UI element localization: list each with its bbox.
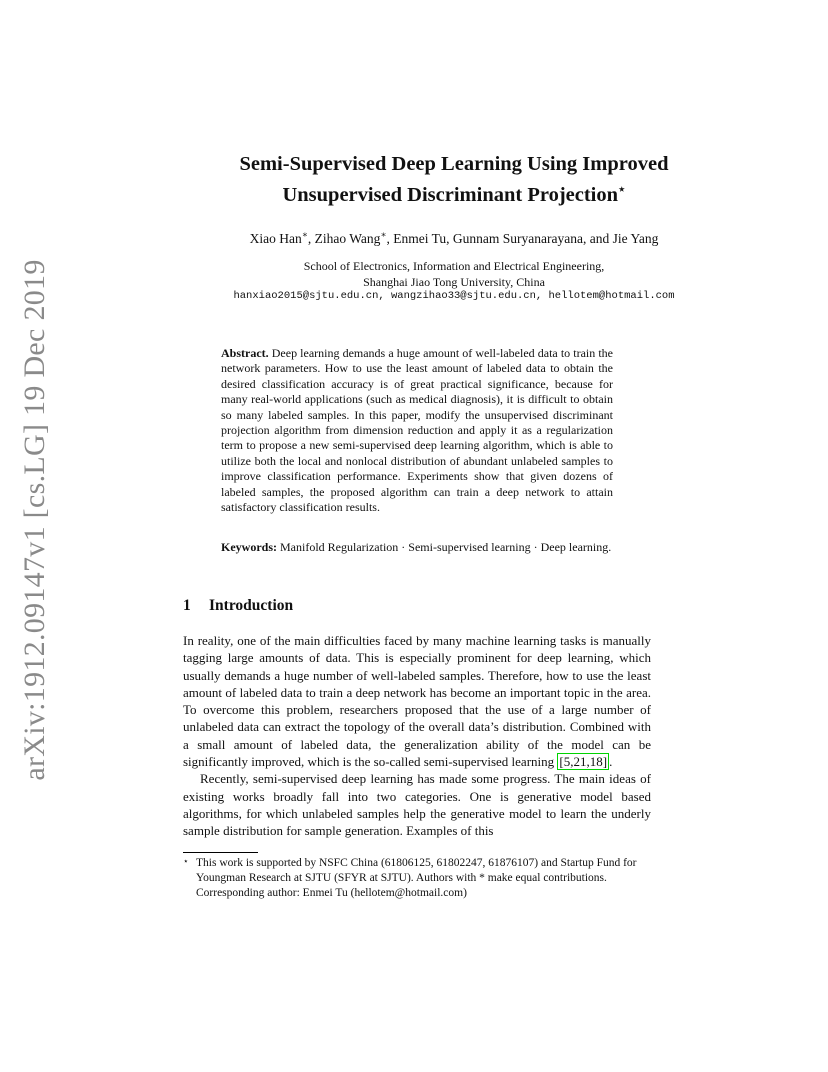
keywords-text: Manifold Regularization · Semi-supervised learning · Deep learning. bbox=[280, 540, 612, 554]
footnote bbox=[183, 856, 651, 900]
author: Enmei Tu, bbox=[393, 230, 453, 246]
footnote-text: This work is supported by NSFC China (61806125, 61802247, 61876107) and Startup Fund for Youngman Research at SJTU (SFYR at SJTU). Authors with * make equal contributions. Corresponding author: Enmei Tu (hellotem@hotmail.com) bbox=[196, 857, 637, 899]
keywords bbox=[221, 540, 613, 555]
paragraph-text: In reality, one of the main difficulties faced by many machine learning tasks is manually tagging large amounts of data. This is especially prominent for deep learning, which usually demands a huge number of well-labeled samples. Therefore, how to use the least amount of labeled data to train a deep network has become an important topic in the area. To overcome this problem, researchers proposed that the use of a large number of unlabeled data can extract the topology of the overall data’s distribution. Combined with a small amount of labeled data, the generalization ability of the model can be significantly improved, which is the so-called semi-supervised learning bbox=[183, 633, 651, 770]
paragraph bbox=[183, 632, 651, 770]
paragraph-end: . bbox=[609, 754, 613, 770]
footnote-mark: ⋆ bbox=[183, 856, 189, 866]
author-emails[interactable]: hanxiao2015@sjtu.edu.cn, wangzihao33@sjtu.edu.cn, hellotem@hotmail.com bbox=[233, 290, 675, 302]
section-heading bbox=[183, 597, 293, 615]
title-line-2-text: Unsupervised Discriminant Projection bbox=[282, 183, 619, 206]
arxiv-sidebar bbox=[13, 259, 57, 781]
abstract-label: Abstract. bbox=[221, 346, 269, 360]
body-text bbox=[183, 632, 651, 840]
author-list bbox=[140, 229, 768, 247]
abstract bbox=[221, 346, 613, 515]
section-number: 1 bbox=[183, 597, 191, 614]
section-title: Introduction bbox=[209, 597, 294, 614]
citation-link[interactable]: [5,21,18] bbox=[559, 754, 608, 770]
author: Gunnam Suryanarayana, and bbox=[452, 230, 613, 246]
paragraph: Recently, semi-supervised deep learning has made some progress. The main ideas of existing works broadly fall into two categories. One is generative model based algorithms, for which unlabeled samples help the generative model to learn the underly sample distribution for sample generation. Examples of this bbox=[183, 771, 651, 839]
author: Zihao Wang∗, bbox=[314, 229, 394, 246]
affiliation-line-1: School of Electronics, Information and Electrical Engineering, bbox=[303, 259, 605, 273]
author: Jie Yang bbox=[612, 230, 659, 246]
footnote-rule bbox=[183, 852, 258, 853]
keywords-label: Keywords: bbox=[221, 540, 277, 554]
paper-title bbox=[140, 152, 768, 208]
abstract-text: Deep learning demands a huge amount of well-labeled data to train the network parameters. How to use the least amount of labeled data to obtain the desired classification accuracy is of great practical significance, because for many real-world applications (such as medical diagnosis), it is difficult to obtain so many labeled samples. In this paper, modify the unsupervised discriminant projection algorithm from dimension reduction and apply it as a regularization term to propose a new semi-supervised deep learning algorithm, which is able to utilize both the local and nonlocal distribution of abundant unlabeled samples to improve classification performance. Experiments show that given dozens of labeled samples, the proposed algorithm can train a deep network to attain satisfactory classification results. bbox=[221, 346, 613, 515]
title-line-2 bbox=[140, 177, 768, 208]
arxiv-identifier: arXiv:1912.09147v1 [cs.LG] 19 Dec 2019 bbox=[18, 259, 51, 781]
affiliation bbox=[140, 259, 768, 290]
title-footnote-mark[interactable]: ⋆ bbox=[618, 182, 626, 196]
title-line-1: Semi-Supervised Deep Learning Using Improved bbox=[239, 153, 669, 175]
author: Xiao Han∗, bbox=[249, 229, 315, 246]
affiliation-line-2: Shanghai Jiao Tong University, China bbox=[363, 274, 545, 289]
